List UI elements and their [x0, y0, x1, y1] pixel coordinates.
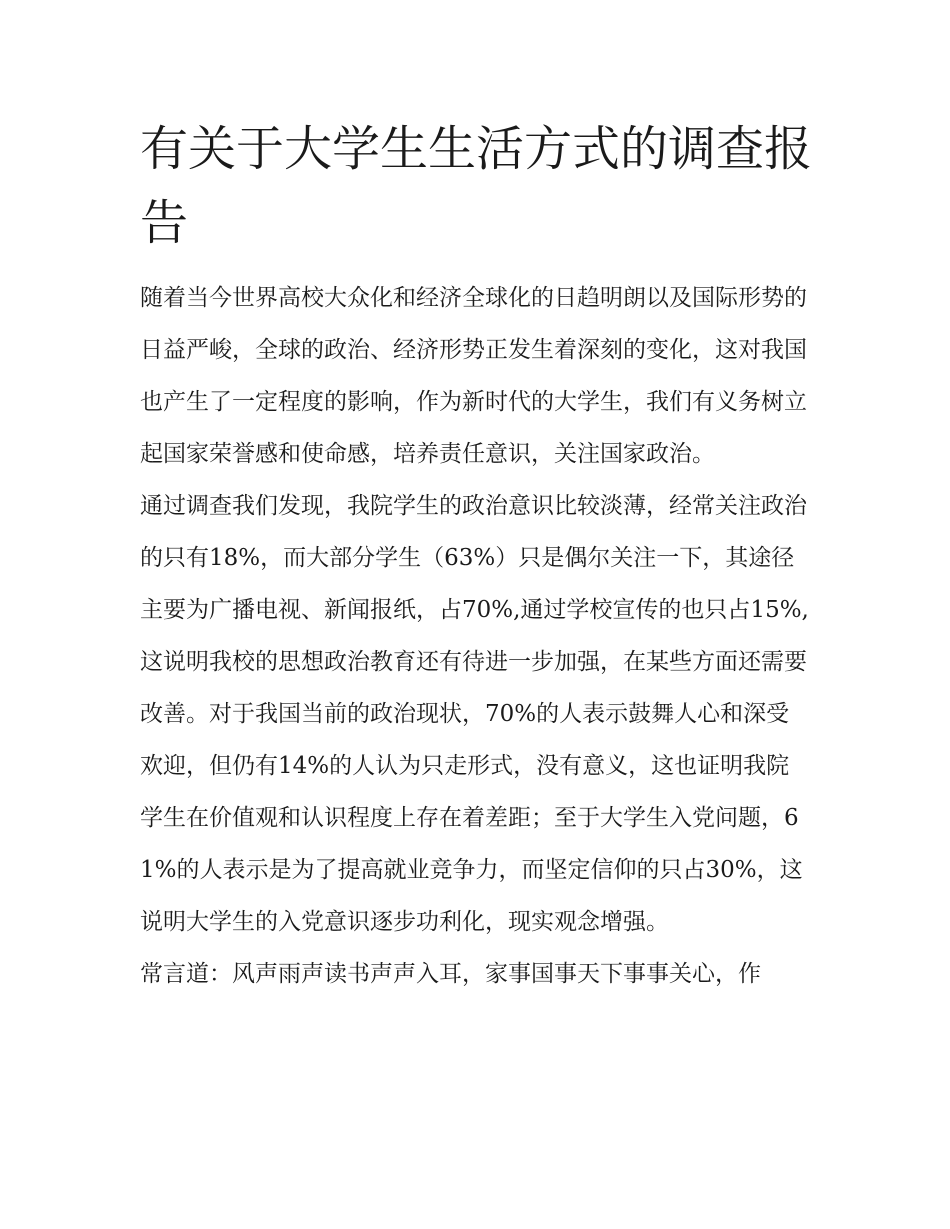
document-body — [140, 112, 812, 1000]
paragraph-intro: 随着当今世界高校大众化和经济全球化的日趋明朗以及国际形势的日益严峻，全球的政治、经济形势正发生着深刻的变化，这对我国也产生了一定程度的影响，作为新时代的大学生，我们有义务树立起国家荣誉感和使命感，培养责任意识，关注国家政治。 — [140, 285, 807, 467]
paragraph-closing: 常言道：风声雨声读书声声入耳，家事国事天下事事关心，作 — [140, 961, 761, 987]
paragraph-survey-findings: 通过调查我们发现，我院学生的政治意识比较淡薄，经常关注政治的只有18%，而大部分学生（63%）只是偶尔关注一下，其途径主要为广播电视、新闻报纸，占70%,通过学校宣传的也只占15%,这说明我校的思想政治教育还有待进一步加强，在某些方面还需要改善。对于我国当前的政治现状，70%的人表示鼓舞人心和深受欢迎，但仍有14%的人认为只走形式，没有意义，这也证明我院学生在价值观和认识程度上存在着差距；至于大学生入党问题，61%的人表示是为了提高就业竞争力，而坚定信仰的只占30%，这说明大学生的入党意识逐步功利化，现实观念增强。 — [140, 493, 809, 935]
document-title: 有关于大学生生活方式的调查报告 — [140, 121, 813, 251]
